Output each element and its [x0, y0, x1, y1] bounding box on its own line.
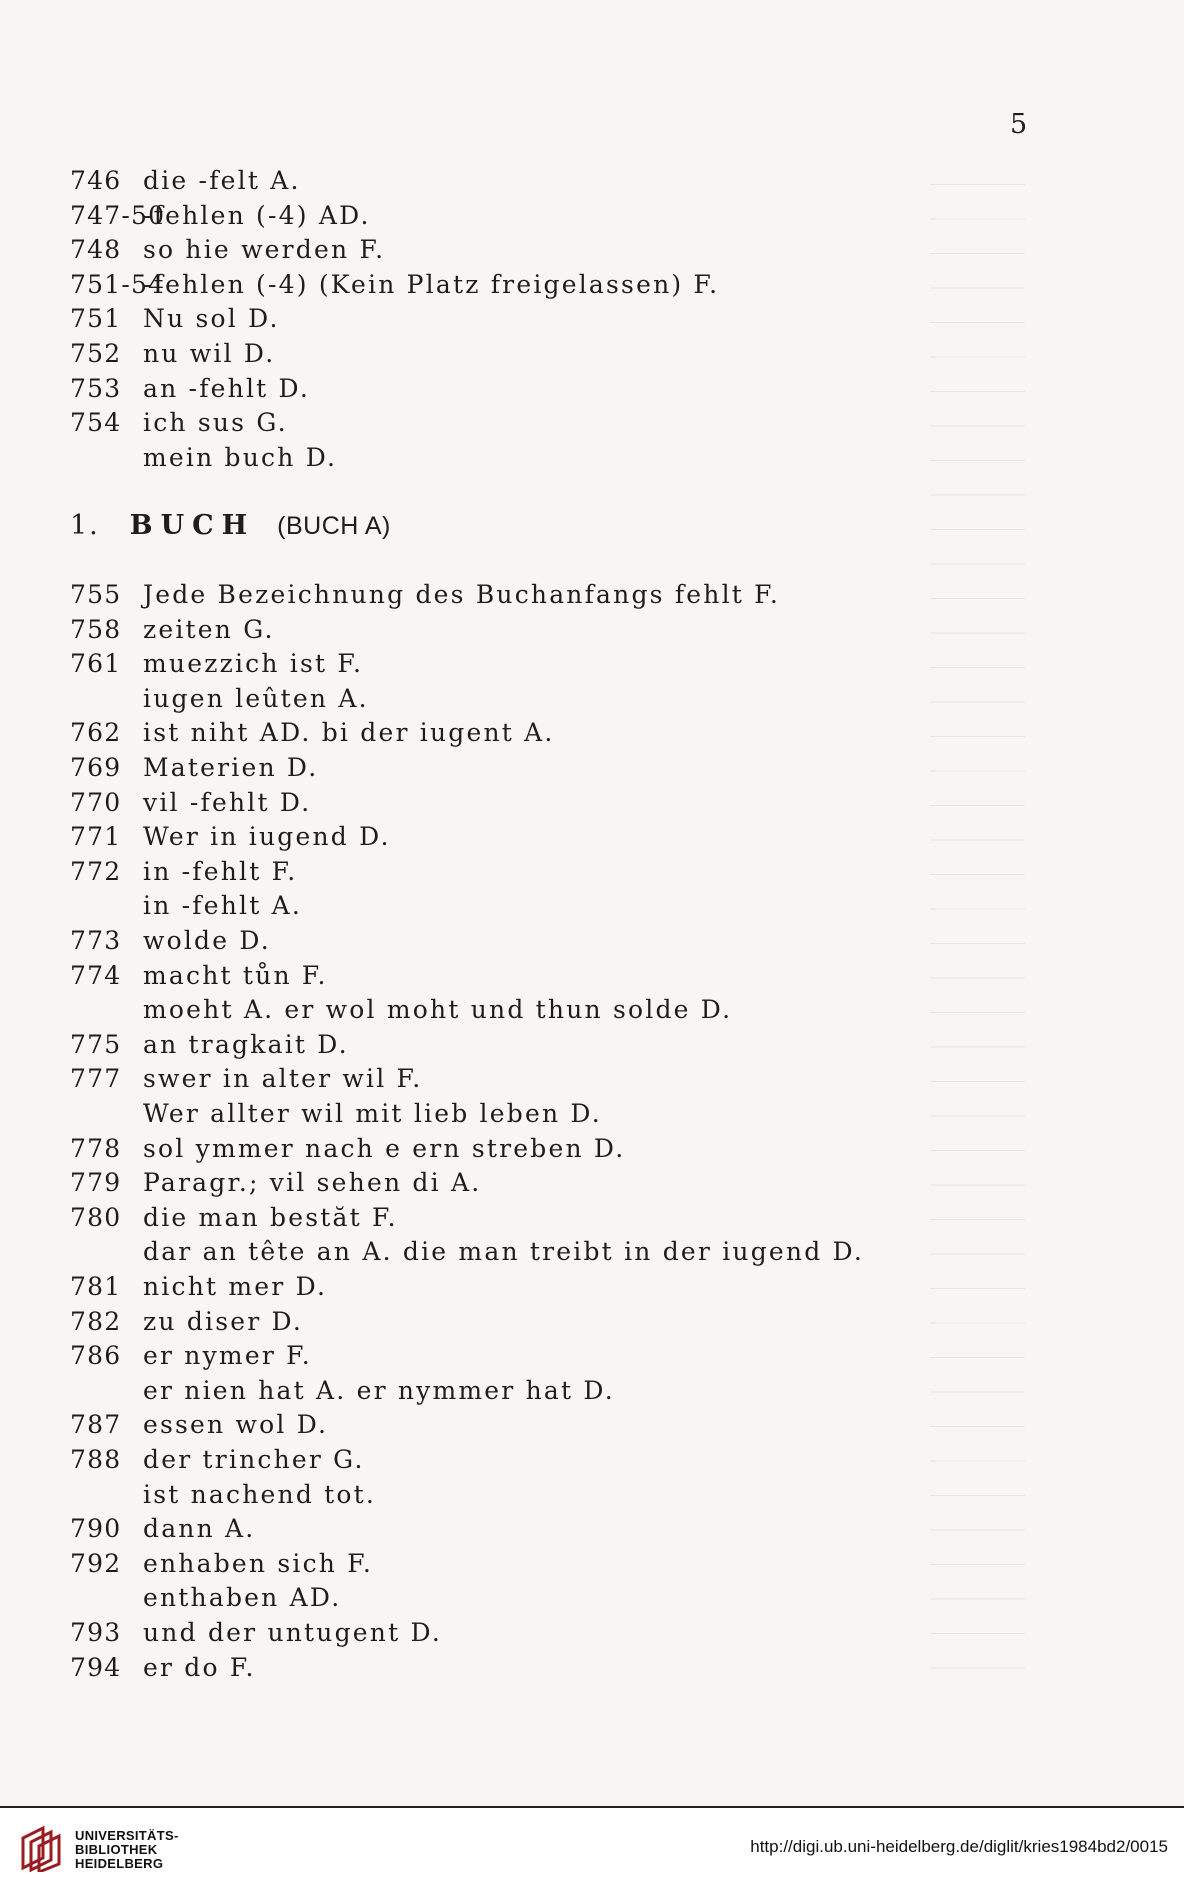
variant-reading: die -felt A.: [143, 166, 301, 195]
line-number: 794: [70, 1652, 122, 1682]
institution-line: BIBLIOTHEK: [75, 1842, 158, 1857]
variant-reading: in -fehlt F.: [143, 856, 298, 886]
line-number: 788: [70, 1445, 122, 1474]
section-variant: (BUCH A): [277, 512, 391, 540]
line-number: 748: [70, 235, 122, 265]
variant-reading: iugen leûten A.: [143, 683, 369, 713]
variant-reading: ist niht AD. bi der iugent A.: [143, 718, 555, 748]
institution-line: HEIDELBERG: [75, 1856, 164, 1871]
variant-reading: zeiten G.: [143, 614, 275, 644]
variant-reading: an tragkait D.: [143, 1029, 349, 1059]
footer-bar: [0, 1806, 1184, 1890]
line-number: 754: [70, 408, 122, 438]
variant-reading: an -fehlt D.: [143, 373, 311, 403]
variant-reading: Materien D.: [143, 753, 319, 782]
section-number: 1.: [70, 510, 100, 541]
line-number: 762: [70, 718, 122, 748]
line-number: 772: [70, 856, 122, 886]
section-title: BUCH: [129, 510, 256, 541]
variant-reading: Jede Bezeichnung des Buchanfangs fehlt F.: [143, 580, 780, 609]
line-number: 753: [70, 373, 122, 403]
variant-reading: nu wil D.: [143, 339, 276, 368]
variant-reading: Paragr.; vil sehen di A.: [143, 1168, 482, 1198]
variant-reading: enthaben AD.: [143, 1583, 342, 1613]
line-number: 779: [70, 1168, 122, 1198]
source-url-link[interactable]: http://digi.ub.uni-heidelberg.de/diglit/kries1984bd2/0015: [750, 1837, 1168, 1856]
variant-reading: mein buch D.: [143, 442, 338, 472]
line-number: 778: [70, 1133, 122, 1163]
line-number: 782: [70, 1306, 122, 1336]
variant-reading: so hie werden F.: [143, 235, 386, 265]
line-number: 786: [70, 1341, 122, 1371]
variant-reading: -fehlen (-4) (Kein Platz freigelassen) F.: [143, 269, 720, 299]
institution-name: [75, 1829, 179, 1871]
variant-reading: der trincher G.: [143, 1445, 365, 1474]
variant-reading: ist nachend tot.: [143, 1479, 377, 1509]
line-number: 792: [70, 1548, 122, 1578]
line-number: 773: [70, 926, 122, 955]
line-number: 751: [70, 304, 122, 334]
variant-reading: vil -fehlt D.: [143, 787, 312, 817]
line-number: 752: [70, 339, 122, 368]
line-number: 777: [70, 1064, 122, 1094]
variant-reading: essen wol D.: [143, 1410, 329, 1440]
variant-reading: macht tůn F.: [143, 960, 328, 990]
variant-reading: moeht A. er wol moht und thun solde D.: [143, 995, 733, 1025]
line-number: 780: [70, 1202, 122, 1232]
line-number: 771: [70, 822, 122, 852]
line-number: 770: [70, 787, 122, 817]
variant-reading: dann A.: [143, 1514, 256, 1544]
line-number: 774: [70, 960, 122, 990]
line-number: 751-54: [70, 269, 166, 299]
line-number: 769: [70, 753, 122, 782]
variant-reading: Wer in iugend D.: [143, 822, 391, 852]
variant-reading: er nien hat A. er nymmer hat D.: [143, 1375, 615, 1405]
variant-reading: -fehlen (-4) AD.: [143, 200, 371, 230]
line-number: 793: [70, 1618, 122, 1647]
variant-reading: wolde D.: [143, 926, 271, 955]
variant-reading: zu diser D.: [143, 1306, 304, 1336]
variant-reading: sol ymmer nach e ern streben D.: [143, 1133, 626, 1163]
line-number: 775: [70, 1029, 122, 1059]
variant-reading: muezzich ist F.: [143, 649, 364, 679]
variant-reading: enhaben sich F.: [143, 1548, 374, 1578]
variant-reading: swer in alter wil F.: [143, 1064, 423, 1094]
variant-reading: in -fehlt A.: [143, 891, 303, 921]
line-number: 758: [70, 614, 122, 644]
variant-reading: er nymer F.: [143, 1341, 312, 1371]
variant-reading: und der untugent D.: [143, 1618, 442, 1647]
variant-reading: nicht mer D.: [143, 1272, 328, 1301]
line-number: 781: [70, 1272, 122, 1301]
variant-reading: die man bestăt F.: [143, 1202, 398, 1232]
library-logo-icon: [17, 1824, 63, 1872]
line-number: 787: [70, 1410, 122, 1440]
variant-reading: Wer allter wil mit lieb leben D.: [143, 1099, 602, 1128]
line-number: 746: [70, 166, 122, 195]
page-number: 5: [1010, 109, 1028, 140]
line-number: 790: [70, 1514, 122, 1544]
institution-line: UNIVERSITÄTS-: [75, 1828, 179, 1843]
line-number: 747-50: [70, 200, 166, 230]
variant-reading: er do F.: [143, 1652, 256, 1682]
variant-reading: Nu sol D.: [143, 304, 280, 334]
line-number: 761: [70, 649, 122, 679]
variant-reading: dar an tête an A. die man treibt in der iugend D.: [143, 1237, 865, 1267]
line-number: 755: [70, 580, 122, 609]
variant-reading: ich sus G.: [143, 408, 288, 438]
